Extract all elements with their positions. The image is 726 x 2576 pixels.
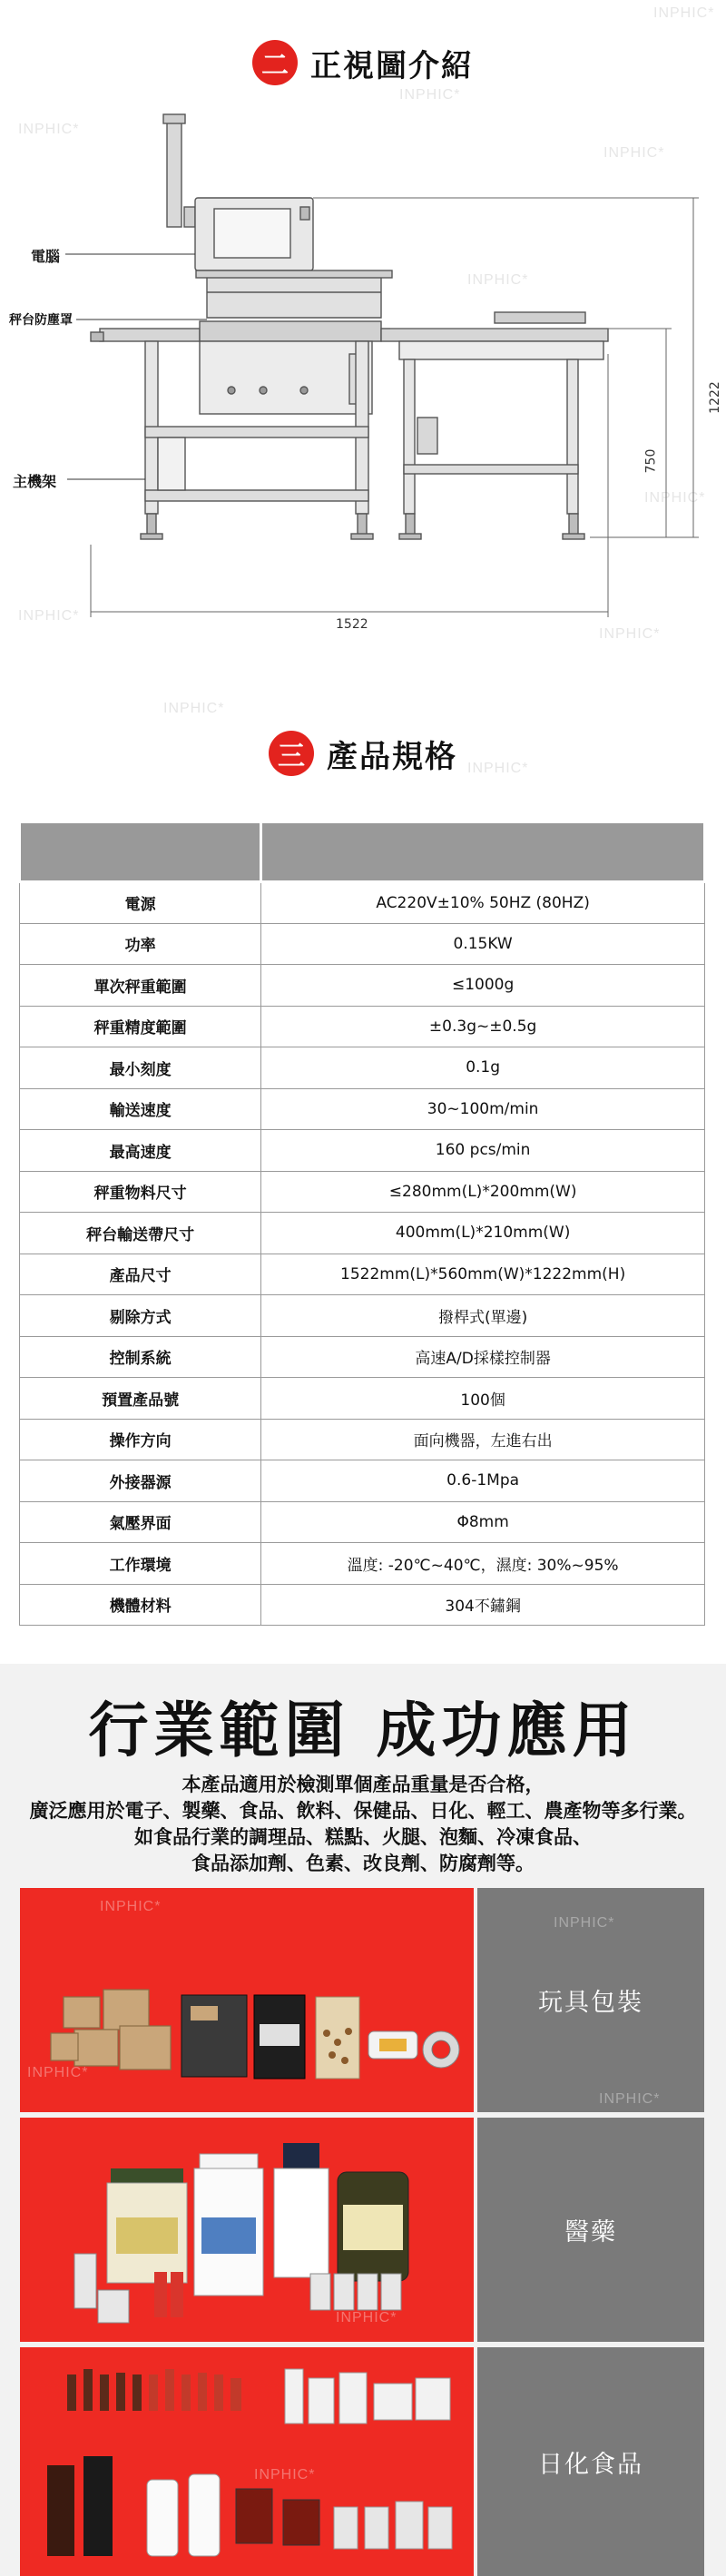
watermark: INPHIC* (27, 2065, 89, 2080)
spec-value: 溫度: -20℃~40℃，濕度: 30%~95% (261, 1543, 705, 1585)
spec-value: 0.1g (261, 1047, 705, 1089)
spec-value: ≤280mm(L)*200mm(W) (261, 1171, 705, 1213)
spec-key: 單次秤重範圍 (20, 965, 261, 1007)
dimension-width: 1522 (336, 617, 368, 632)
spec-row (20, 1047, 705, 1089)
spec-row (20, 965, 705, 1007)
spec-key: 預置產品號 (20, 1378, 261, 1420)
spec-value: Φ8mm (261, 1501, 705, 1543)
spec-table-header (20, 822, 705, 882)
spec-value: 面向機器，左進右出 (261, 1419, 705, 1460)
spec-value: 0.6-1Mpa (261, 1460, 705, 1502)
callout-main-frame: 主機架 (13, 473, 57, 490)
watermark: INPHIC* (163, 701, 225, 716)
spec-value: 1522mm(L)*560mm(W)*1222mm(H) (261, 1254, 705, 1295)
dimension-height-belt: 750 (643, 448, 659, 474)
spec-row (20, 1171, 705, 1213)
watermark: INPHIC* (18, 608, 80, 624)
watermark: INPHIC* (554, 1915, 615, 1931)
spec-row (20, 1543, 705, 1585)
section-number-badge: 三 (269, 731, 314, 776)
spec-value: ≤1000g (261, 965, 705, 1007)
spec-row (20, 923, 705, 965)
spec-value: 160 pcs/min (261, 1130, 705, 1172)
spec-row (20, 1419, 705, 1460)
spec-key: 輸送速度 (20, 1088, 261, 1130)
spec-key: 外接器源 (20, 1460, 261, 1502)
watermark: INPHIC* (653, 5, 715, 21)
watermark: INPHIC* (254, 2467, 316, 2483)
spec-row (20, 1378, 705, 1420)
spec-row (20, 1213, 705, 1254)
spec-key: 操作方向 (20, 1419, 261, 1460)
spec-key: 機體材料 (20, 1584, 261, 1626)
spec-key: 最高速度 (20, 1130, 261, 1172)
spec-key: 電源 (20, 882, 261, 924)
spec-value: 撥桿式(單邊) (261, 1295, 705, 1337)
section-title: 產品規格 (327, 738, 457, 775)
description-line: 廣泛應用於電子、製藥、食品、飲料、保健品、日化、輕工、農產物等多行業。 (29, 1800, 697, 1822)
spec-key: 秤台輸送帶尺寸 (20, 1213, 261, 1254)
spec-value: 0.15KW (261, 923, 705, 965)
spec-table (18, 821, 706, 1626)
spec-row (20, 1460, 705, 1502)
spec-value: 100個 (261, 1378, 705, 1420)
spec-row (20, 1295, 705, 1337)
section-number-badge: 二 (252, 40, 298, 85)
section-title: 正視圖介紹 (310, 47, 474, 84)
front-view-diagram (0, 91, 726, 672)
section-heading-specs (0, 731, 726, 776)
section-heading-front-view (0, 40, 726, 85)
industry-title: 行業範圍 成功應用 (88, 1696, 638, 1765)
spec-key: 氣壓界面 (20, 1501, 261, 1543)
spec-row (20, 1006, 705, 1047)
tile-label-medicine: 醫藥 (477, 2118, 704, 2342)
spec-value: 400mm(L)*210mm(W) (261, 1213, 705, 1254)
spec-value: 304不鏽鋼 (261, 1584, 705, 1626)
description-line: 食品添加劑、色素、改良劑、防腐劑等。 (191, 1853, 535, 1874)
watermark: INPHIC* (467, 272, 529, 288)
description-line: 本產品適用於檢測單個產品重量是否合格， (182, 1774, 544, 1795)
spec-row (20, 1088, 705, 1130)
tile-label-toys-packaging: 玩具包裝 (477, 1888, 704, 2112)
spec-value: ±0.3g~±0.5g (261, 1006, 705, 1047)
callout-computer: 電腦 (31, 248, 61, 265)
spec-key: 最小刻度 (20, 1047, 261, 1089)
watermark: INPHIC* (100, 1899, 162, 1914)
spec-row (20, 882, 705, 924)
spec-key: 功率 (20, 923, 261, 965)
spec-row (20, 1501, 705, 1543)
medicine-bottles-photo (20, 2118, 474, 2342)
spec-row (20, 1336, 705, 1378)
spec-value: AC220V±10% 50HZ (80HZ) (261, 882, 705, 924)
spec-row (20, 1130, 705, 1172)
spec-key: 控制系統 (20, 1336, 261, 1378)
spec-key: 工作環境 (20, 1543, 261, 1585)
dimension-height-total: 1222 (707, 381, 722, 414)
spec-key: 產品尺寸 (20, 1254, 261, 1295)
header-cell (20, 822, 261, 882)
watermark: INPHIC* (644, 490, 706, 506)
header-cell (261, 822, 705, 882)
cosmetics-and-bottles-photo (20, 2347, 474, 2576)
watermark: INPHIC* (18, 122, 80, 137)
callout-dust-cover: 秤台防塵罩 (9, 313, 73, 328)
spec-row (20, 1584, 705, 1626)
tile-label-daily-chemical-food: 日化食品 (477, 2347, 704, 2576)
watermark: INPHIC* (599, 626, 661, 642)
spec-table-body (20, 882, 705, 1626)
watermark: INPHIC* (599, 2091, 661, 2107)
spec-value: 30~100m/min (261, 1088, 705, 1130)
spec-row (20, 1254, 705, 1295)
description-line: 如食品行業的調理品、糕點、火腿、泡麵、冷凍食品、 (134, 1826, 592, 1848)
industry-description (0, 1772, 726, 1877)
watermark: INPHIC* (467, 761, 529, 776)
spec-key: 秤重精度範圍 (20, 1006, 261, 1047)
spec-key: 秤重物料尺寸 (20, 1171, 261, 1213)
watermark: INPHIC* (336, 2310, 397, 2325)
watermark: INPHIC* (399, 87, 461, 103)
machine-drawing (0, 91, 726, 672)
spec-value: 高速A/D採樣控制器 (261, 1336, 705, 1378)
spec-key: 剔除方式 (20, 1295, 261, 1337)
watermark: INPHIC* (603, 145, 665, 161)
